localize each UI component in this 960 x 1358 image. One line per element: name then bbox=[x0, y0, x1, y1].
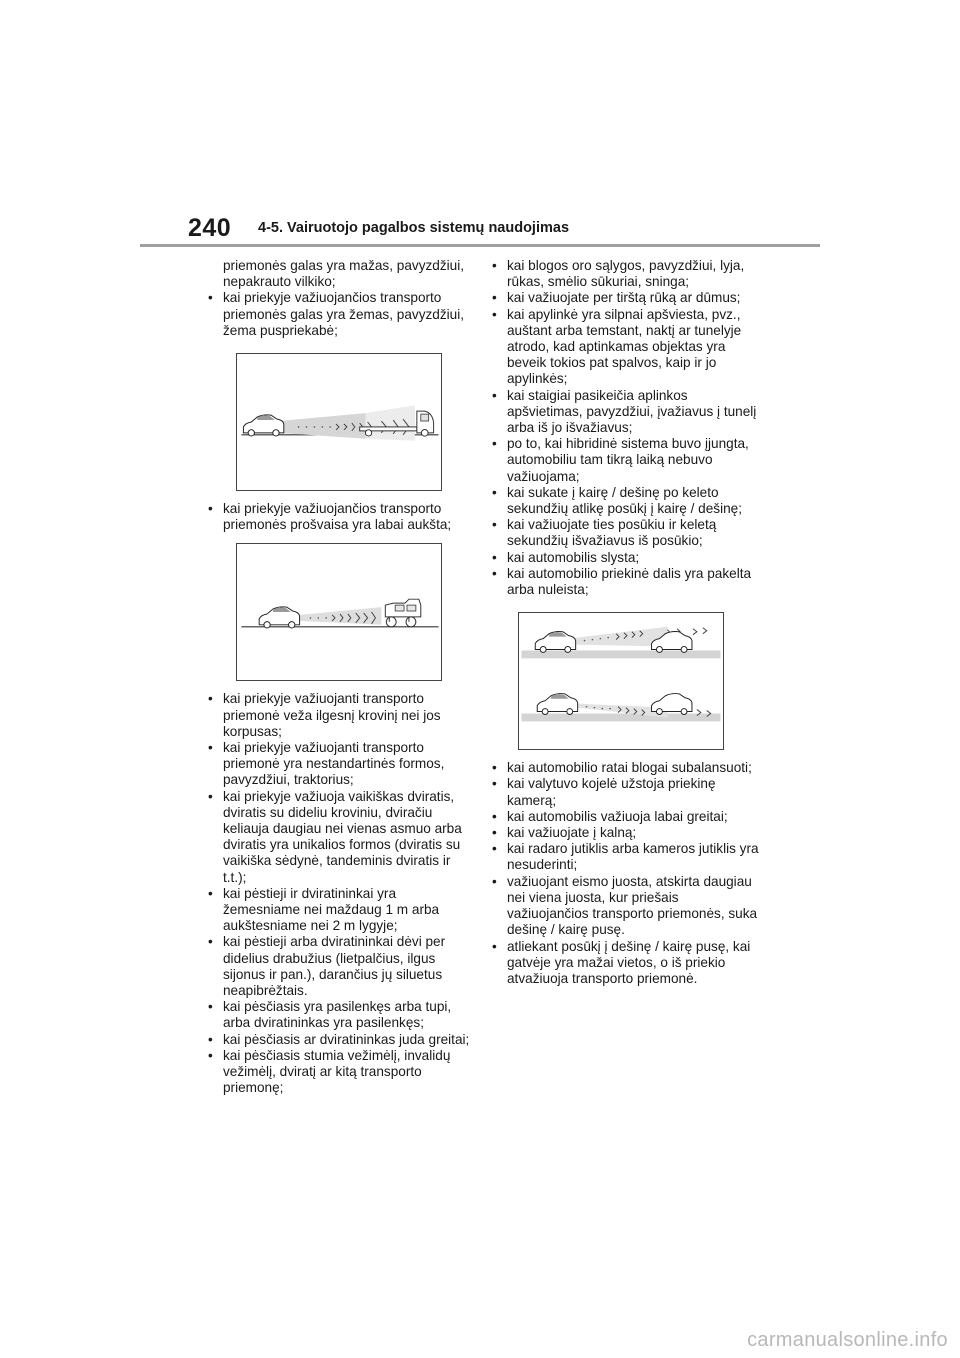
continued-bullet-text: priemonės galas yra mažas, pavyzdžiui, nepakrauto vilkiko; bbox=[223, 258, 465, 290]
list-item: • po to, kai hibridinė sistema buvo įjungta, automobiliu tam tikrą laiką nebuvo važiuojama; bbox=[490, 436, 762, 485]
page-header bbox=[140, 212, 820, 248]
high-clearance-illustration bbox=[236, 543, 442, 681]
list-item: • kai priekyje važiuojanti transporto priemonė veža ilgesnį krovinį nei jos korpusas; bbox=[206, 691, 472, 740]
list-item: • kai priekyje važiuojanti transporto priemonė yra nestandartinės formos, pavyzdžiui, traktorius; bbox=[206, 740, 472, 789]
left-column bbox=[206, 258, 472, 1097]
list-item: • kai važiuojate į kalną; bbox=[490, 825, 762, 841]
bullet-list bbox=[206, 290, 472, 339]
list-item: • kai valytuvo kojelė užstoja priekinę kamerą; bbox=[490, 776, 762, 808]
list-item: • kai pėsčiasis ar dviratininkas juda greitai; bbox=[206, 1032, 472, 1048]
list-item: • kai blogos oro sąlygos, pavyzdžiui, lyja, rūkas, smėlio sūkuriai, sninga; bbox=[490, 258, 762, 290]
list-item: • kai apylinkė yra silpnai apšviesta, pvz., auštant arba temstant, naktį ar tunelyje atrodo, kad aptinkamas objektas yra beveik tokios pat spalvos, kaip ir jo apylinkės; bbox=[490, 307, 762, 388]
list-item: • kai pėsčiasis yra pasilenkęs arba tupi, arba dviratininkas yra pasilenkęs; bbox=[206, 999, 472, 1031]
list-item: • kai pėsčiasis stumia vežimėlį, invalidų vežimėlį, dviratį ar kitą transporto priemonę; bbox=[206, 1048, 472, 1097]
list-item: • atliekant posūkį į dešinę / kairę pusę, kai gatvėje yra mažai vietos, o iš priekio atvažiuoja transporto priemonė. bbox=[490, 939, 762, 988]
pitching-vehicle-illustration bbox=[518, 612, 724, 750]
header-divider bbox=[140, 244, 820, 247]
car-following-high-clearance-vehicle-illustration bbox=[237, 544, 441, 680]
watermark: carmanualsonline.info bbox=[747, 1329, 948, 1351]
list-item: • kai sukate į kairę / dešinę po keleto sekundžių atlikę posūkį į kairę / dešinę; bbox=[490, 485, 762, 517]
car-pitching-on-bumps-illustration bbox=[519, 613, 723, 749]
section-title: 4-5. Vairuotojo pagalbos sistemų naudojimas bbox=[258, 220, 570, 236]
bullet-list bbox=[206, 691, 472, 1096]
list-item: • kai priekyje važiuojančios transporto priemonės prošvaisa yra labai aukšta; bbox=[206, 501, 472, 533]
list-item: • kai pėstieji ir dviratininkai yra žemesniame nei maždaug 1 m arba aukštesniame nei 2 m lygyje; bbox=[206, 886, 472, 935]
page-number: 240 bbox=[188, 214, 232, 242]
list-item: • kai priekyje važiuoja vaikiškas dviratis, dviratis su dideliu kroviniu, dviračiu keliauja daugiau nei vienas asmuo arba dviratis yra unikalios formos (dviratis su vaikiška sėdynė, tandeminis dviratis ir t.t.); bbox=[206, 789, 472, 886]
list-item: • kai staigiai pasikeičia aplinkos apšvietimas, pavyzdžiui, įvažiavus į tunelį arba iš jo išvažiavus; bbox=[490, 388, 762, 437]
list-item: • kai priekyje važiuojančios transporto priemonės galas yra žemas, pavyzdžiui, žema puspriekabė; bbox=[206, 290, 472, 339]
list-item: • kai automobilis slysta; bbox=[490, 550, 762, 566]
list-item: • kai pėstieji arba dviratininkai dėvi per didelius drabužius (lietpalčius, ilgus sijonus ir pan.), darančius jų siluetus neapibrėžtais. bbox=[206, 934, 472, 999]
list-item: • važiuojant eismo juosta, atskirta daugiau nei viena juosta, kur priešais važiuojančios transporto priemonės, suka dešinę / kairę pusę. bbox=[490, 874, 762, 939]
list-item: • kai automobilio ratai blogai subalansuoti; bbox=[490, 760, 762, 776]
right-column bbox=[490, 258, 762, 987]
bullet-list bbox=[206, 501, 472, 533]
list-item: • kai važiuojate ties posūkiu ir keletą sekundžių išvažiavus iš posūkio; bbox=[490, 517, 762, 549]
list-item: • kai radaro jutiklis arba kameros jutiklis yra nesuderinti; bbox=[490, 841, 762, 873]
low-trailer-illustration bbox=[236, 353, 442, 491]
bullet-list bbox=[490, 760, 762, 987]
car-following-low-trailer-truck-illustration bbox=[237, 354, 441, 490]
list-item: • kai automobilio priekinė dalis yra pakelta arba nuleista; bbox=[490, 566, 762, 598]
bullet-list bbox=[490, 258, 762, 598]
list-item: • kai automobilis važiuoja labai greitai; bbox=[490, 809, 762, 825]
list-item: • kai važiuojate per tirštą rūką ar dūmus; bbox=[490, 290, 762, 306]
